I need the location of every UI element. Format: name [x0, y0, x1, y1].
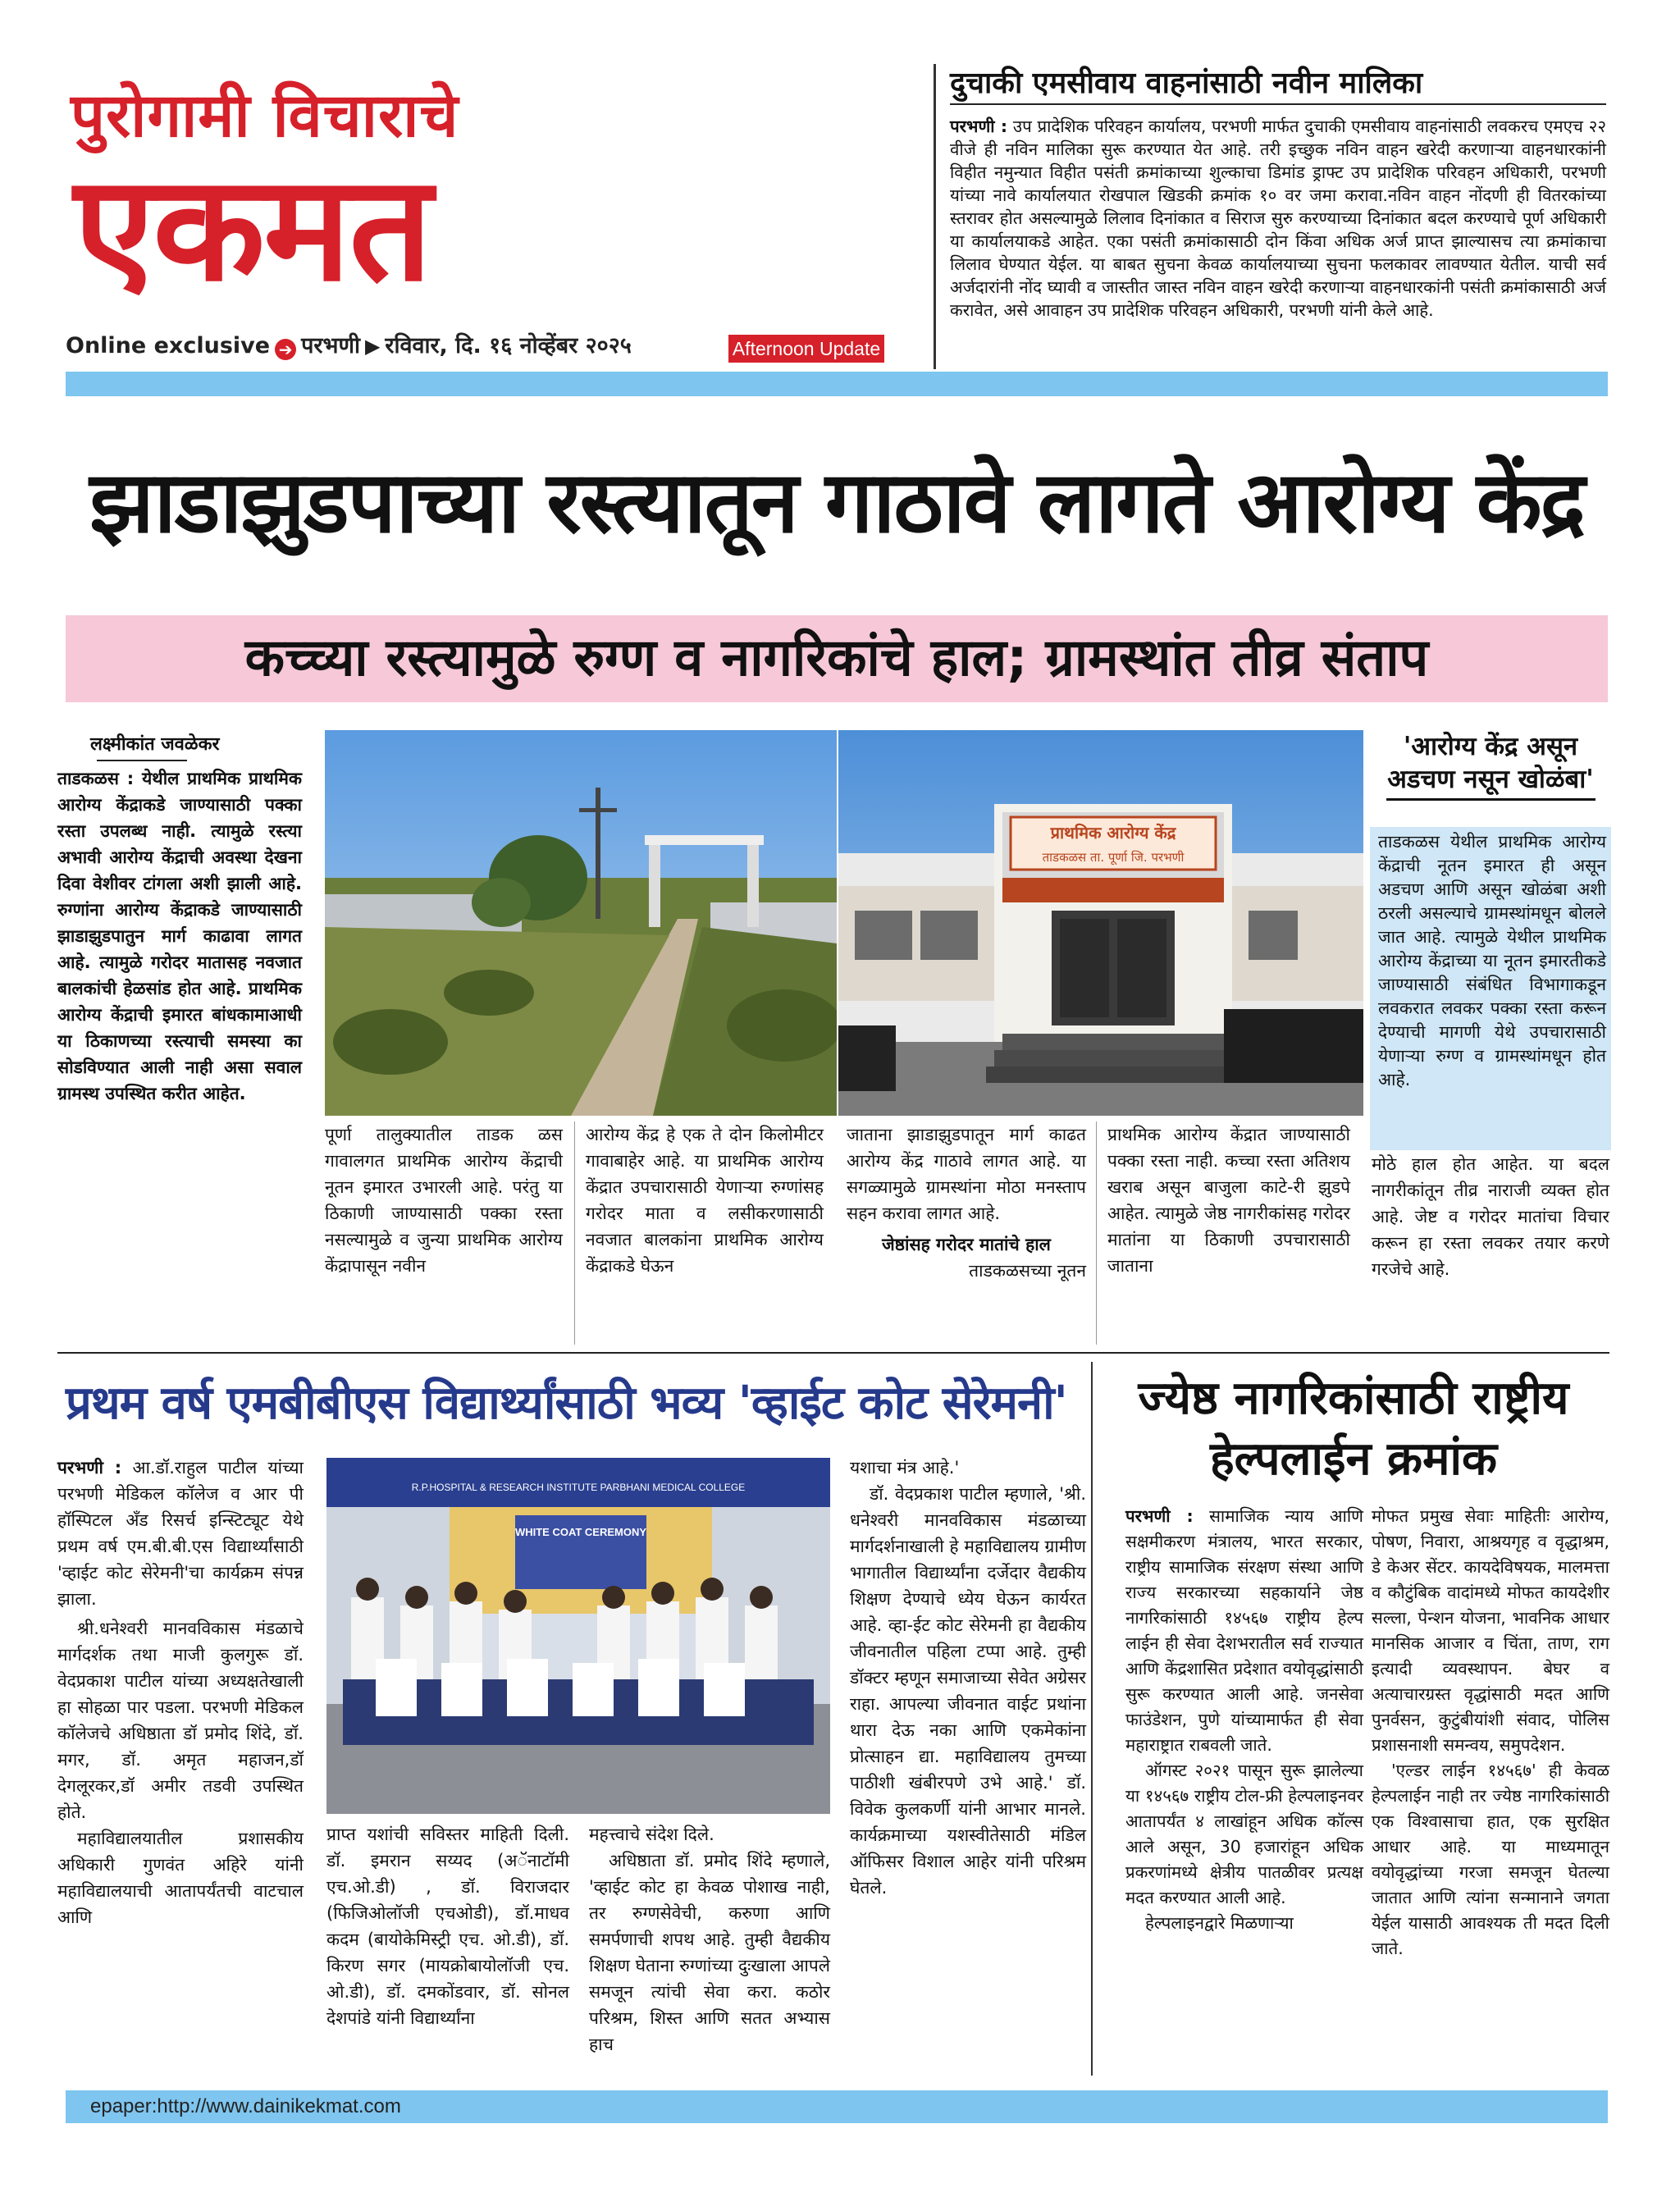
helpline-column-1-text: सामाजिक न्याय आणि सक्षमीकरण मंत्रालय, भारत सरकार, राष्ट्रीय सामाजिक संरक्षण संस्था आणि राज्य सरकारच्या सहकार्याने जेष्ठ नागरिकांसाठी १४५६७ राष्ट्रीय हेल्प लाईन ही सेवा देशभरातील सर्व राज्यात आणि केंद्रशासित प्रदेशात वयोवृद्धांसाठी सुरू करण्यात आली आहे. जनसेवा फाउंडेशन, पुणे यांच्यामार्फत ही सेवा महाराष्ट्रात राबवली जाते.: [1125, 1506, 1363, 1755]
mbbs-dateline: परभणी :: [57, 1458, 122, 1478]
helpline-column-2: [1372, 1504, 1609, 1962]
arrow-right-icon: ➔: [275, 339, 296, 360]
sidebox-body: ताडकळस येथील प्राथमिक आरोग्य केंद्राची नूतन इमारत ही असून अडचण आणि असून खोळंबा अशी ठरली असल्याचे ग्रामस्थांमधून बोलले जात आहे. त्यामुळे येथील प्राथमिक आरोग्य केंद्राच्या या नूतन इमारतीकडे जाण्यासाठी संबंधित विभागाकडून लवकरात लवकर पक्का रस्ता करून देण्याची मागणी येथे उपचारासाठी येणाऱ्या रुग्ण व ग्रामस्थांमधून होत आहे.: [1378, 832, 1606, 1089]
masthead-title: एकमत: [74, 144, 431, 313]
masthead-tagline: पुरोगामी विचाराचे: [71, 80, 459, 151]
helpline-column-2-text: मोफत प्रमुख सेवाः माहितीः आरोग्य, पोषण, निवारा, आश्रयगृह व वृद्धाश्रम, डे केअर सेंटर. कायदेविषयक, मालमत्ता व कौटुंबिक वादांमध्ये मोफत कायदेशीर सल्ला, पेन्शन योजना, भावनिक आधार मानसिक आजार व चिंता, ताण, राग इत्यादी व्यवस्थापन. बेघर व अत्याचारग्रस्त वृद्धांसाठी मदत आणि पुनर्वसन, कुटुंबीयांशी संवाद, पोलिस प्रशासनाशी समन्वय, समुपदेशन.: [1372, 1506, 1609, 1755]
mbbs-column-1b: श्री.धनेश्वरी मानवविकास मंडळाचे मार्गदर्शक तथा माजी कुलगुरू डॉ. वेदप्रकाश पाटील यांच्या अध्यक्षतेखाली हा सोहळा पार पडला. परभणी मेडिकल कॉलेजचे अधिष्ठाता डॉ प्रमोद शिंदे, डॉ. मगर, डॉ. अमृत महाजन,डॉ देगलूरकर,डॉ अमीर तडवी उपस्थित होते.: [57, 1619, 304, 1822]
section-rule: [57, 1352, 1609, 1354]
top-story-dateline: परभणी :: [950, 116, 1008, 136]
city-label: परभणी: [301, 333, 360, 359]
main-column-3: आरोग्य केंद्र हे एक ते दोन किलोमीटर गावाबाहेर आहे. या प्राथमिक आरोग्य केंद्रात उपचारासाठी येणाऱ्या रुग्णांसह गरोदर माता व लसीकरणासाठी नवजात बालकांना प्राथमिक आरोग्य केंद्राकडे घेऊन: [586, 1125, 824, 1276]
section-divider: [1091, 1362, 1093, 2076]
mbbs-column-1c: महाविद्यालयातील प्रशासकीय अधिकारी गुणवंत अहिरे यांनी महाविद्यालयाची आतापर्यंतची वाटचाल आणि: [57, 1829, 304, 1927]
mbbs-column-3b: अधिष्ठाता डॉ. प्रमोद शिंदे म्हणाले, 'व्हाईट कोट हा केवळ पोशाख नाही, तर रुग्णसेवेची, करुणा आणि समर्पणाची शपथ आहे. तुम्ही वैद्यकीय शिक्षण घेताना रुग्णांच्या दुःखाला आपले समजून त्यांची सेवा करा. कठोर परिश्रम, शिस्त आणि सतत अभ्यास हाच: [589, 1851, 830, 2054]
footer-url[interactable]: epaper:http://www.dainikekmat.com: [90, 2095, 401, 2117]
white-coat-ceremony-photo: [326, 1458, 830, 1814]
masthead-divider: [934, 64, 936, 369]
main-column-4: [847, 1121, 1086, 1284]
byline-rule: [97, 760, 187, 761]
mbbs-column-4-text: यशाचा मंत्र आहे.': [850, 1458, 960, 1478]
helpline-column-2b: 'एल्डर लाईन १४५६७' ही केवळ हेल्पलाईन नाही तर ज्येष्ठ नागरिकांसाठी एक विश्वासाचा हात, एक सुरक्षित आधार आहे. या माध्यमातून वयोवृद्धांच्या गरजा समजून घेतल्या जातात आणि त्यांना सन्मानाने जगता येईल यासाठी आवश्यक ती मदत दिली जाते.: [1372, 1761, 1609, 1958]
play-triangle-icon: ▶: [364, 335, 381, 358]
helpline-dateline: परभणी :: [1125, 1506, 1194, 1526]
sidebox-underline: [1386, 798, 1596, 801]
top-story-body: [950, 115, 1606, 322]
helpline-headline: ज्येष्ठ नागरिकांसाठी राष्ट्रीय हेल्पलाईन क्रमांक: [1138, 1372, 1569, 1486]
mbbs-column-1-text: आ.डॉ.राहुल पाटील यांच्या परभणी मेडिकल कॉलेज व आर पी हॉस्पिटल अँड रिसर्च इन्स्टिट्यूट येथे प्रथम वर्ष एम.बी.बी.एस विद्यार्थ्यांसाठी 'व्हाईट कोट सेरेमनी'चा कार्यक्रम संपन्न झाला.: [57, 1458, 304, 1609]
mbbs-column-4: [850, 1455, 1086, 1901]
main-column-4-text: जाताना झाडाझुडपातून मार्ग काढत आरोग्य केंद्र गाठावे लागत आहे. या सगळ्यामुळे ग्रामस्थांना मोठा मनस्ताप सहन करावा लागत आहे.: [847, 1125, 1086, 1223]
column-divider: [1096, 1121, 1097, 1345]
top-story-headline: दुचाकी एमसीवाय वाहनांसाठी नवीन मालिका: [950, 66, 1423, 100]
main-headline: झाडाझुडपाच्या रस्त्यातून गाठावे लागते आरोग्य केंद्र: [89, 452, 1584, 552]
main-column-4-subhead: जेष्ठांसह गरोदर मातांचे हाल: [882, 1235, 1051, 1254]
mbbs-column-2: प्राप्त यशांची सविस्तर माहिती दिली. डॉ. इमरान सय्यद (अॅनाटॉमी एच.ओ.डी) , डॉ. विराजदार (फिजिओलॉजी एचओडी), डॉ.माधव कदम (बायोकेमिस्ट्री एच. ओ.डी), डॉ. किरण सगर (मायक्रोबायोलॉजी एच. ओ.डी), डॉ. दमकोंडवार, डॉ. सोनल देशपांडे यांनी विद्यार्थ्यांना: [326, 1825, 569, 2028]
dirt-road-photo: [325, 730, 837, 1116]
top-rule: [66, 372, 1608, 396]
mbbs-column-1: [57, 1455, 304, 1930]
date-label: रविवार, दि. १६ नोव्हेंबर २०२५: [385, 333, 632, 359]
main-lead-text: येथील प्राथमिक प्राथमिक आरोग्य केंद्राकडे जाण्यासाठी पक्का रस्ता उपलब्ध नाही. त्यामुळे रस्त्या अभावी आरोग्य केंद्राची अवस्था देखना दिवा वेशीवर टांगला अशी झाली आहे. रुग्णांना आरोग्य केंद्राकडे जाण्यासाठी झाडाझुडपातुन मार्ग काढावा लागत आहे. त्यामुळे गरोदर मातासह नवजात बालकांची हेळसांड होत आहे. प्राथमिक आरोग्य केंद्राची इमारत बांधकामाआधी या ठिकाणच्या रस्त्याची समस्या का सोडविण्यात आली नाही असा सवाल ग्रामस्थ उपस्थित करीत आहेत.: [57, 769, 303, 1103]
ceremony-banner-text: R.P.HOSPITAL & RESEARCH INSTITUTE PARBHANI MEDICAL COLLEGE: [411, 1482, 746, 1493]
helpline-column-1: [1125, 1504, 1363, 1936]
mbbs-headline: प्रथम वर्ष एमबीबीएस विद्यार्थ्यांसाठी भव्य 'व्हाईट कोट सेरेमनी': [66, 1377, 1067, 1430]
ceremony-stage-text: WHITE COAT CEREMONY: [514, 1526, 647, 1538]
sub-headline: कच्च्या रस्त्यामुळे रुग्ण व नागरिकांचे हाल; ग्रामस्थांत तीव्र संताप: [244, 628, 1429, 687]
main-column-2: पूर्णा तालुक्यातील ताडक ळस गावालगत प्राथमिक आरोग्य केंद्राची नूतन इमारत उभारली आहे. परंतु या ठिकाणी जाण्यासाठी पक्का रस्ता नसल्यामुळे व जुन्या प्राथमिक आरोग्य केंद्रापासून नवीन: [325, 1125, 563, 1276]
main-dateline: ताडकळस :: [57, 769, 135, 788]
mbbs-column-3-text: महत्त्वाचे संदेश दिले.: [589, 1825, 714, 1844]
dateline: [66, 331, 705, 361]
health-centre-sign-line1: प्राथमिक आरोग्य केंद्र: [1050, 823, 1176, 843]
top-story-text: उप प्रादेशिक परिवहन कार्यालय, परभणी मार्फत दुचाकी एमसीवाय वाहनांसाठी लवकरच एमएच २२ वीजे ही नविन मालिका सुरू करण्यात येत आहे. तरी इच्छुक नविन वाहन खरेदी करणाऱ्या वाहनधारकांनी विहीत नमुन्यात विहीत पसंती क्रमांकाच्या शुल्काचा डिमांड ड्राफ्ट उप प्रादेशिक परिवहन अधिकारी, परभणी यांच्या नावे कार्यालयात रोखपाल खिडकी क्रमांक १० वर जमा करावा.नविन वाहन नोंदणी ही वितरकांच्या स्तरावर होत असल्यामुळे लिलाव दिनांकात व सिराज सुरु करण्याच्या दिनांकात बदल करण्याचे पूर्ण अधिकारी या कार्यालयाकडे आहेत. एका पसंती क्रमांकासाठी दोन किंवा अधिक अर्ज प्राप्त झाल्यासच त्या क्रमांकाचा लिलाव घेण्यात येईल. या बाबत सुचना केवळ कार्यालयाच्या सुचना फलकावर लावण्यात येतील. याची सर्व अर्जदारांनी नोंद घ्यावी व जास्तीत जास्त नविन वाहन खरेदी करणाऱ्या वाहनधारकांनी पसंती क्रमांकासाठी अर्ज करावेत, असे आवाहन उप प्रादेशिक परिवहन अधिकारी, परभणी यांनी केले आहे.: [950, 116, 1606, 320]
main-column-5: प्राथमिक आरोग्य केंद्रात जाण्यासाठी पक्का रस्ता नाही. कच्चा रस्ता अतिशय खराब असून बाजुला काटे-री झुडपे आहेत. त्यामुळे जेष्ठ नागरीकांसह गरोदर मातांना या ठिकाणी उपचारासाठी जाताना: [1107, 1125, 1350, 1276]
byline: लक्ष्मीकांत जवळेकर: [90, 734, 220, 755]
column-divider: [574, 1121, 575, 1345]
edition-badge: Afternoon Update: [728, 335, 884, 363]
main-column-4-tail: ताडकळसच्या नूतन: [969, 1261, 1086, 1281]
main-lead-column: [57, 765, 302, 1107]
mbbs-column-3: [589, 1821, 830, 2058]
sidebox-title: 'आरोग्य केंद्र असून अडचण नसून खोळंबा': [1387, 732, 1594, 794]
helpline-column-1c: हेल्पलाइनद्वारे मिळणाऱ्या: [1145, 1913, 1294, 1933]
online-label: Online exclusive: [66, 333, 271, 359]
main-column-6: मोठे हाल होत आहेत. या बदल नागरीकांतून तीव्र नाराजी व्यक्त होत आहे. जेष्ट व गरोदर मातांचा विचार करून हा रस्ता लवकर तयार करणे गरजेचे आहे.: [1372, 1154, 1609, 1279]
health-centre-sign-line2: ताडकळस ता. पूर्णा जि. परभणी: [1042, 850, 1185, 865]
helpline-column-1b: ऑगस्ट २०२१ पासून सुरू झालेल्या या १४५६७ राष्ट्रीय टोल-फ्री हेल्पलाइनवर आतापर्यंत ४ लाखांहून अधिक कॉल्स आले असून, 30 हजारांहून अधिक प्रकरणांमध्ये क्षेत्रीय पातळीवर प्रत्यक्ष मदत करण्यात आली आहे.: [1125, 1761, 1363, 1907]
top-story-rule: [950, 103, 1606, 105]
health-centre-photo: [838, 730, 1363, 1116]
mbbs-column-4b: डॉ. वेदप्रकाश पाटील म्हणाले, 'श्री. धनेश्वरी मानवविकास मंडळाच्या मार्गदर्शनाखाली हे महाविद्यालय ग्रामीण भागातील विद्यार्थ्यांना दर्जेदार वैद्यकीय शिक्षण देण्याचे ध्येय घेऊन कार्यरत आहे. व्हा-ईट कोट सेरेमनी हा वैद्यकीय जीवनातील पहिला टप्पा आहे. तुम्ही डॉक्टर म्हणून समाजाच्या सेवेत अग्रेसर राहा. आपल्या जीवनात वाईट प्रथांना थारा देऊ नका आणि एकमेकांना प्रोत्साहन द्या. महाविद्यालय तुमच्या पाठीशी खंबीरपणे उभे आहे.' डॉ. विवेक कुलकर्णी यांनी आभार मानले. कार्यक्रमाच्या यशस्वीतेसाठी मंडिल ऑफिसर विशाल आहेर यांनी परिश्रम घेतले.: [850, 1484, 1086, 1898]
